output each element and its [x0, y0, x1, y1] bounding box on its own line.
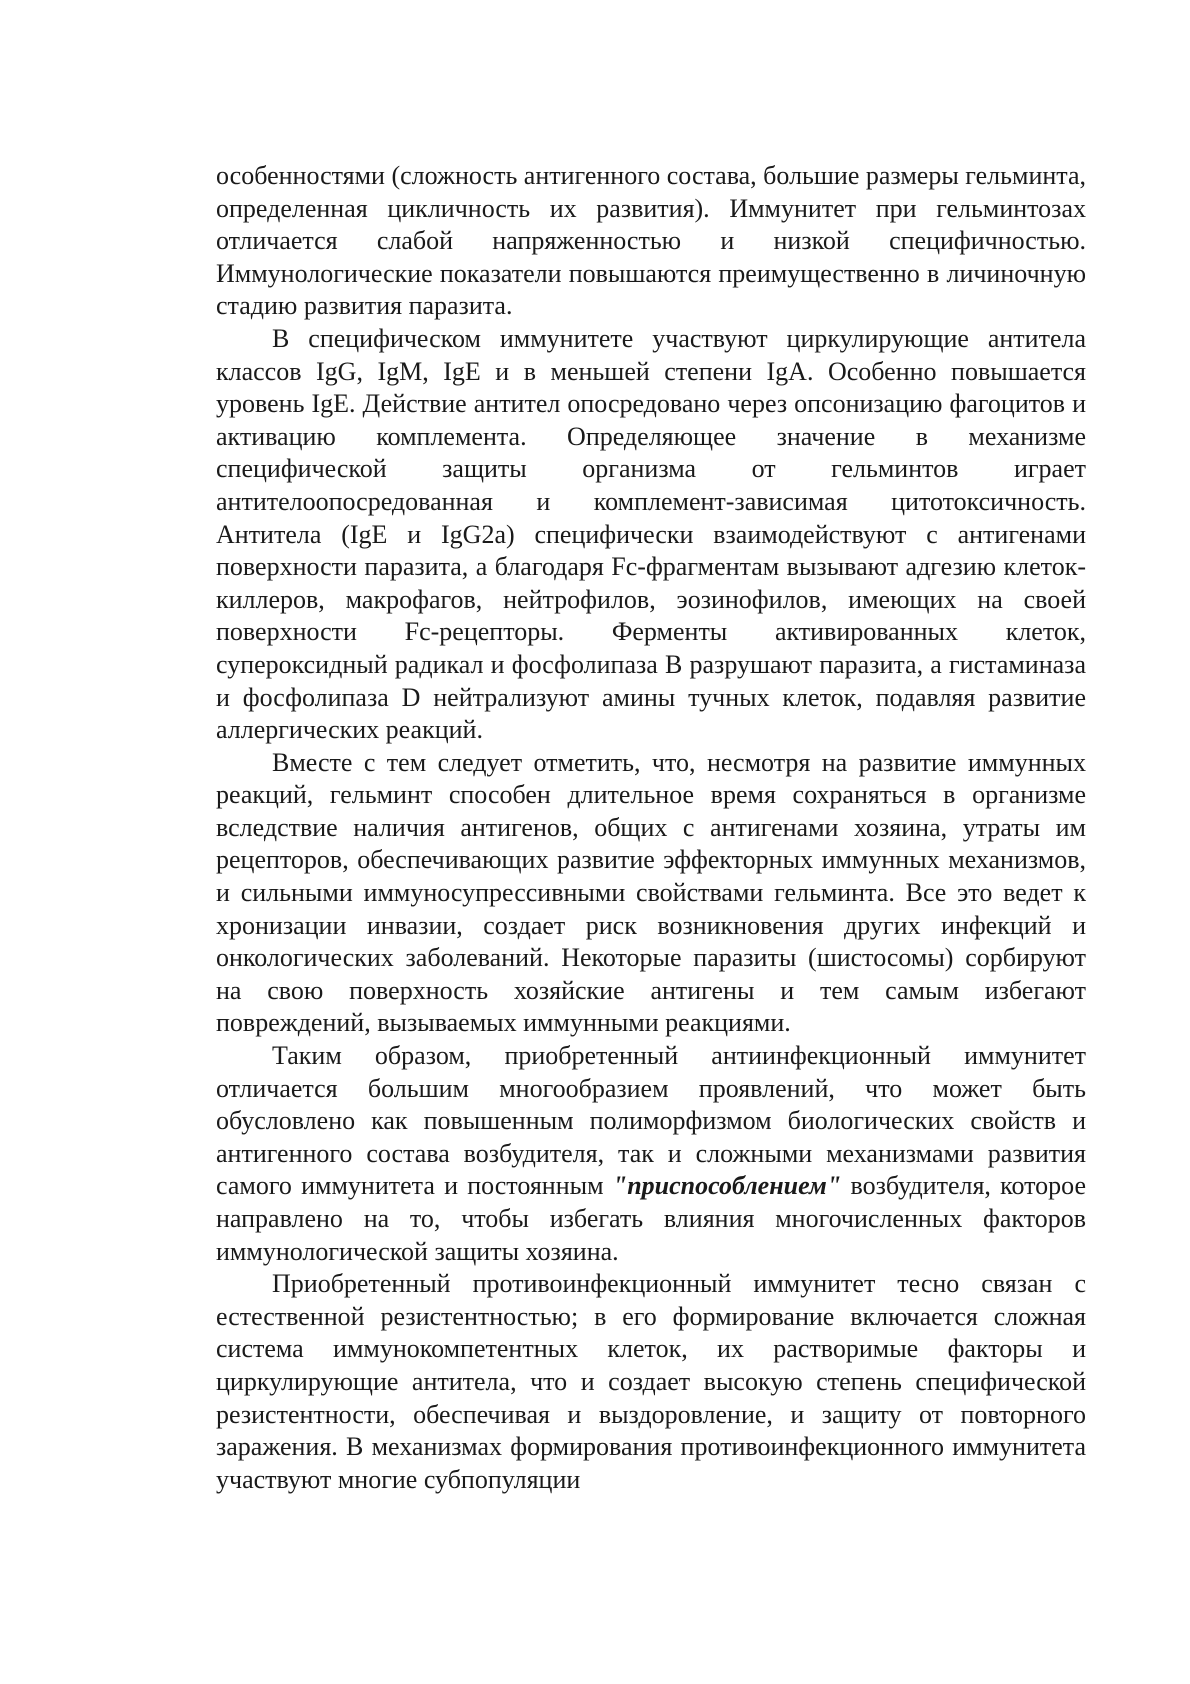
- paragraph-4-text-after: возбудителя, которое направлено на то, чтобы избегать влияния многочисленных факторов иммунологической защиты хозяина.: [216, 1171, 1086, 1266]
- paragraph-5: Приобретенный противоинфекционный иммунитет тесно связан с естественной резистентностью; в его формирование включается сложная система иммунокомпетентных клеток, их растворимые факторы и циркулирующие антитела, что и создает высокую степень специфической резистентности, обеспечивая и выздоровление, и защиту от повторного заражения. В механизмах формирования противоинфекционного иммунитета участвуют многие субпопуляции: [216, 1269, 1086, 1494]
- paragraph-4: [216, 1040, 1086, 1268]
- paragraph-2: В специфическом иммунитете участвуют циркулирующие антитела классов IgG, IgM, IgE и в меньшей степени IgA. Особенно повышается уровень IgE. Действие антител опосредовано через опсонизацию фагоцитов и активацию комплемента. Определяющее значение в механизме специфической защиты организма от гельминтов играет антителоопосредованная и комплемент-зависимая цитотоксичность. Антитела (IgE и IgG2a) специфически взаимодействуют с антигенами поверхности паразита, а благодаря Fc-фрагментам вызывают адгезию клеток-киллеров, макрофагов, нейтрофилов, эозинофилов, имеющих на своей поверхности Fc-рецепторы. Ферменты активированных клеток, супероксидный радикал и фосфолипаза В разрушают паразита, а гистаминаза и фосфолипаза D нейтрализуют амины тучных клеток, подавляя развитие аллергических реакций.: [216, 323, 1086, 745]
- paragraph-4-text-before: Таким образом, приобретенный антиинфекционный иммунитет отличается большим многообразием проявлений, что может быть обусловлено как повышенным полиморфизмом биологических свойств и антигенного состава возбудителя, так и сложными механизмами развития самого иммунитета и постоянным: [216, 1041, 1086, 1201]
- paragraph-3: Вместе с тем следует отметить, что, несмотря на развитие иммунных реакций, гельминт способен длительное время сохраняться в организме вследствие наличия антигенов, общих с антигенами хозяина, утраты им рецепторов, обеспечивающих развитие эффекторных иммунных механизмов, и сильными иммуносупрессивными свойствами гельминта. Все это ведет к хронизации инвазии, создает риск возникновения других инфекций и онкологических заболеваний. Некоторые паразиты (шистосомы) сорбируют на свою поверхность хозяйские антигены и тем самым избегают повреждений, вызываемых иммунными реакциями.: [216, 747, 1086, 1038]
- paragraph-1: особенностями (сложность антигенного состава, большие размеры гельминта, определенная цикличность их развития). Иммунитет при гельминтозах отличается слабой напряженностью и низкой специфичностью. Иммунологические показатели повышаются преимущественно в личиночную стадию развития паразита.: [216, 161, 1086, 321]
- paragraph-4-emphasis: "приспособлением": [612, 1171, 842, 1201]
- document-page: [216, 160, 1086, 1496]
